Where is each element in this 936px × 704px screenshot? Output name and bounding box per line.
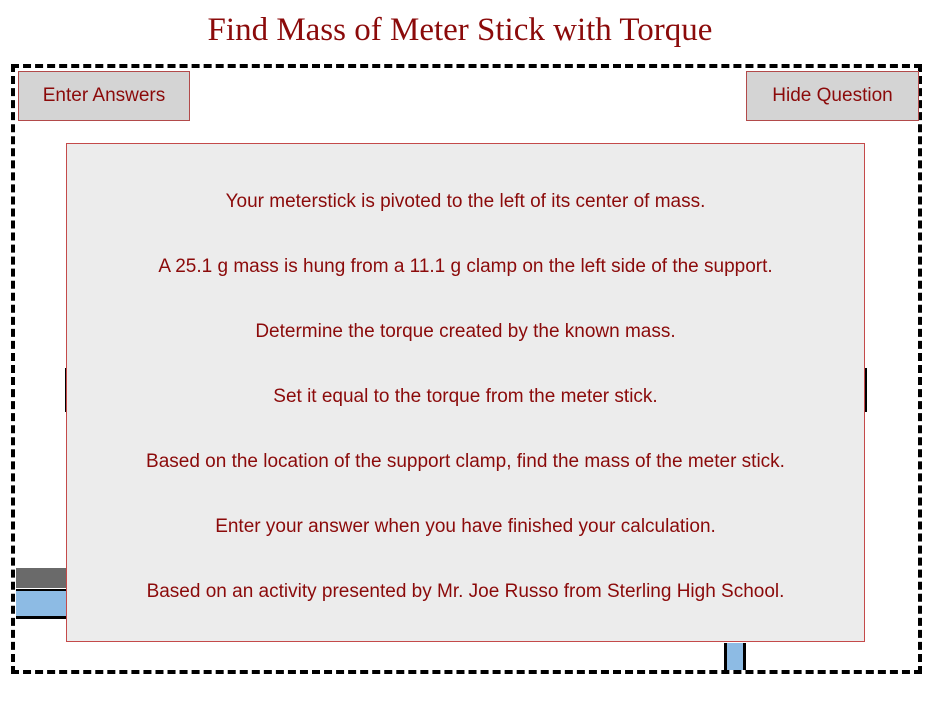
question-line-pivot: Your meterstick is pivoted to the left of its center of mass. xyxy=(225,191,706,212)
question-line-location: Based on the location of the support clamp, find the mass of the meter stick. xyxy=(146,451,785,472)
question-line-equal: Set it equal to the torque from the meter stick. xyxy=(273,386,658,407)
support-clamp[interactable] xyxy=(724,643,746,670)
question-line-enter: Enter your answer when you have finished your calculation. xyxy=(215,516,716,537)
support-edge-right xyxy=(865,368,867,412)
simulation-frame xyxy=(11,64,922,674)
hide-question-button[interactable]: Hide Question xyxy=(746,71,919,121)
question-line-credit: Based on an activity presented by Mr. Joe Russo from Sterling High School. xyxy=(146,581,785,602)
question-line-torque: Determine the torque created by the known mass. xyxy=(255,321,676,342)
enter-answers-button[interactable]: Enter Answers xyxy=(18,71,190,121)
question-line-mass: A 25.1 g mass is hung from a 11.1 g clamp on the left side of the support. xyxy=(158,256,773,277)
question-panel xyxy=(66,143,865,642)
page-title: Find Mass of Meter Stick with Torque xyxy=(207,12,713,48)
